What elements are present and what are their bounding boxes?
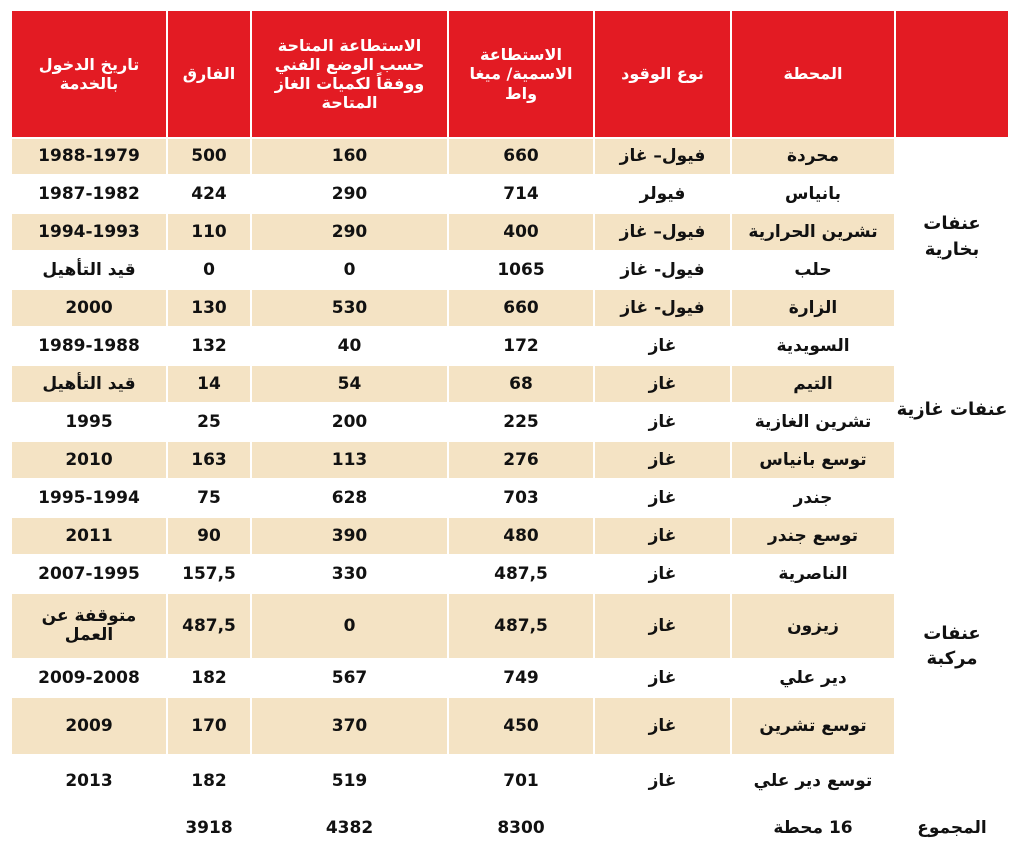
header-nominal-capacity: الاستطاعة الاسمية/ ميغا واط <box>449 11 593 137</box>
cell-nominal-capacity: 701 <box>449 756 593 806</box>
cell-nominal-capacity: 487,5 <box>449 556 593 592</box>
cell-nominal-capacity: 1065 <box>449 252 593 288</box>
cell-fuel-type: غاز <box>595 756 730 806</box>
cell-entry-date: 1995 <box>12 404 166 440</box>
cell-station: توسع جندر <box>732 518 894 554</box>
cell-station: السويدية <box>732 328 894 364</box>
cell-nominal-capacity: 703 <box>449 480 593 516</box>
cell-difference: 500 <box>168 139 250 174</box>
total-label: المجموع <box>896 808 1008 848</box>
cell-station: توسع تشرين <box>732 698 894 754</box>
cell-available-capacity: 113 <box>252 442 447 478</box>
cell-difference: 157,5 <box>168 556 250 592</box>
cell-fuel-type: غاز <box>595 594 730 658</box>
cell-nominal-capacity: 172 <box>449 328 593 364</box>
cell-difference: 132 <box>168 328 250 364</box>
cell-difference: 14 <box>168 366 250 402</box>
cell-available-capacity: 290 <box>252 176 447 212</box>
cell-station: زيزون <box>732 594 894 658</box>
cell-available-capacity: 54 <box>252 366 447 402</box>
cell-fuel-type: غاز <box>595 480 730 516</box>
cell-station: محردة <box>732 139 894 174</box>
cell-difference: 424 <box>168 176 250 212</box>
cell-entry-date: 2013 <box>12 756 166 806</box>
cell-station: جندر <box>732 480 894 516</box>
cell-entry-date: 1994-1993 <box>12 214 166 250</box>
cell-station: دير علي <box>732 660 894 696</box>
cell-entry-date: 1988-1979 <box>12 139 166 174</box>
cell-entry-date: قيد التأهيل <box>12 366 166 402</box>
cell-available-capacity: 0 <box>252 252 447 288</box>
cell-entry-date: 1989-1988 <box>12 328 166 364</box>
cell-fuel-type: غاز <box>595 660 730 696</box>
cell-nominal-capacity: 276 <box>449 442 593 478</box>
cell-available-capacity: 567 <box>252 660 447 696</box>
cell-available-capacity: 390 <box>252 518 447 554</box>
cell-available-capacity: 160 <box>252 139 447 174</box>
cell-difference: 163 <box>168 442 250 478</box>
cell-entry-date: قيد التأهيل <box>12 252 166 288</box>
cell-difference: 130 <box>168 290 250 326</box>
total-available-capacity: 4382 <box>252 808 447 848</box>
cell-available-capacity: 370 <box>252 698 447 754</box>
header-difference: الفارق <box>168 11 250 137</box>
cell-available-capacity: 290 <box>252 214 447 250</box>
total-fuel-empty <box>595 808 730 848</box>
header-fuel-type: نوع الوقود <box>595 11 730 137</box>
cell-entry-date: 2010 <box>12 442 166 478</box>
cell-available-capacity: 628 <box>252 480 447 516</box>
cell-nominal-capacity: 714 <box>449 176 593 212</box>
cell-difference: 170 <box>168 698 250 754</box>
total-difference: 3918 <box>168 808 250 848</box>
cell-difference: 487,5 <box>168 594 250 658</box>
cell-nominal-capacity: 450 <box>449 698 593 754</box>
total-nominal-capacity: 8300 <box>449 808 593 848</box>
header-entry-date: تاريخ الدخول بالخدمة <box>12 11 166 137</box>
cell-nominal-capacity: 749 <box>449 660 593 696</box>
cell-available-capacity: 330 <box>252 556 447 592</box>
cell-station: تشرين الغازية <box>732 404 894 440</box>
cell-available-capacity: 530 <box>252 290 447 326</box>
cell-entry-date: 2000 <box>12 290 166 326</box>
total-entry-date-empty <box>12 808 166 848</box>
cell-available-capacity: 40 <box>252 328 447 364</box>
cell-nominal-capacity: 660 <box>449 139 593 174</box>
cell-station: التيم <box>732 366 894 402</box>
cell-station: بانياس <box>732 176 894 212</box>
cell-fuel-type: غاز <box>595 442 730 478</box>
cell-difference: 0 <box>168 252 250 288</box>
cell-station: الزارة <box>732 290 894 326</box>
cell-fuel-type: غاز <box>595 366 730 402</box>
cell-fuel-type: فيولر <box>595 176 730 212</box>
cell-difference: 75 <box>168 480 250 516</box>
cell-entry-date: متوقفة عن العمل <box>12 594 166 658</box>
cell-difference: 90 <box>168 518 250 554</box>
cell-available-capacity: 519 <box>252 756 447 806</box>
group-label-gas: عنفات غازية <box>896 336 1008 484</box>
cell-fuel-type: فيول– غاز <box>595 214 730 250</box>
header-station: المحطة <box>732 11 894 137</box>
cell-entry-date: 2009 <box>12 698 166 754</box>
cell-difference: 110 <box>168 214 250 250</box>
cell-entry-date: 2009-2008 <box>12 660 166 696</box>
cell-nominal-capacity: 480 <box>449 518 593 554</box>
cell-station: حلب <box>732 252 894 288</box>
group-label-combined: عنفات مركبة <box>896 486 1008 806</box>
cell-fuel-type: غاز <box>595 556 730 592</box>
cell-station: توسع دير علي <box>732 756 894 806</box>
cell-nominal-capacity: 68 <box>449 366 593 402</box>
cell-available-capacity: 0 <box>252 594 447 658</box>
cell-nominal-capacity: 400 <box>449 214 593 250</box>
cell-fuel-type: غاز <box>595 404 730 440</box>
cell-difference: 182 <box>168 756 250 806</box>
cell-fuel-type: فيول– غاز <box>595 139 730 174</box>
header-corner <box>896 11 1008 137</box>
cell-entry-date: 2011 <box>12 518 166 554</box>
cell-nominal-capacity: 660 <box>449 290 593 326</box>
cell-available-capacity: 200 <box>252 404 447 440</box>
cell-fuel-type: فيول- غاز <box>595 252 730 288</box>
cell-entry-date: 2007-1995 <box>12 556 166 592</box>
cell-entry-date: 1987-1982 <box>12 176 166 212</box>
total-station-count: 16 محطة <box>732 808 894 848</box>
cell-entry-date: 1995-1994 <box>12 480 166 516</box>
cell-difference: 25 <box>168 404 250 440</box>
cell-station: الناصرية <box>732 556 894 592</box>
cell-difference: 182 <box>168 660 250 696</box>
cell-station: توسع بانياس <box>732 442 894 478</box>
cell-fuel-type: غاز <box>595 698 730 754</box>
cell-fuel-type: فيول- غاز <box>595 290 730 326</box>
cell-fuel-type: غاز <box>595 328 730 364</box>
cell-station: تشرين الحرارية <box>732 214 894 250</box>
cell-fuel-type: غاز <box>595 518 730 554</box>
header-available-capacity: الاستطاعة المتاحة حسب الوضع الفني ووفقاً لكميات الغاز المتاحة <box>252 11 447 137</box>
group-label-steam: عنفات بخارية <box>896 139 1008 334</box>
cell-nominal-capacity: 225 <box>449 404 593 440</box>
cell-nominal-capacity: 487,5 <box>449 594 593 658</box>
